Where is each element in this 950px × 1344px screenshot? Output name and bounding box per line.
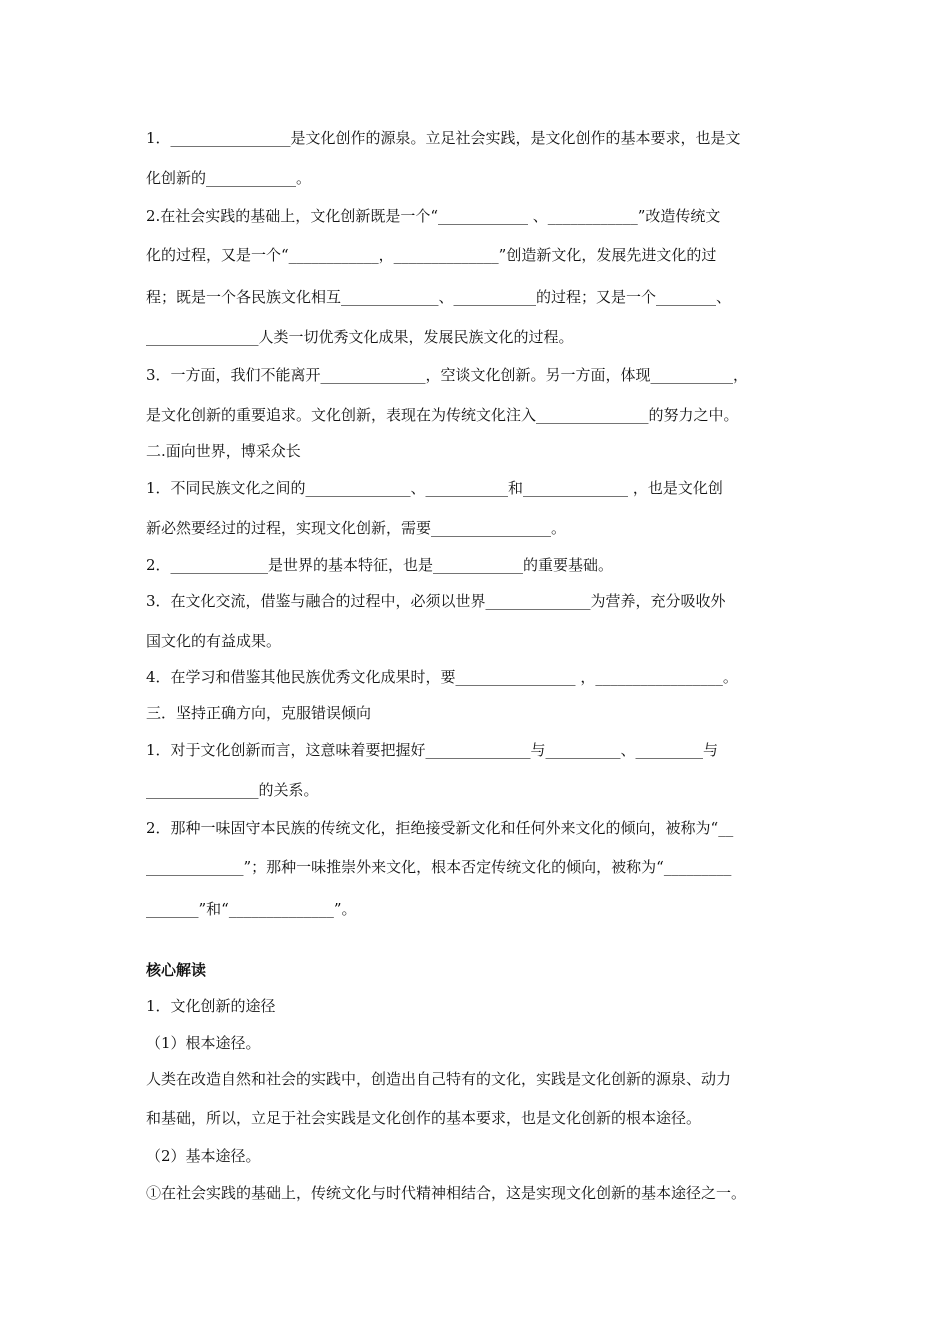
- fill-blank-line: 1．________________是文化创作的源泉。立足社会实践，是文化创作的基本要求，也是文: [146, 129, 741, 147]
- fill-blank-line: 2．_____________是世界的基本特征，也是____________的重要基础。: [146, 556, 614, 574]
- fill-blank-line: 2.在社会实践的基础上，文化创新既是一个“____________ 、____________”改造传统文: [146, 207, 721, 225]
- fill-blank-line: 1．对于文化创新而言，这意味着要把握好______________与__________、_________与: [146, 741, 719, 759]
- subheading: （1）根本途径。: [146, 1034, 261, 1052]
- fill-blank-line: 程；既是一个各民族文化相互_____________、___________的过程；又是一个________、: [146, 288, 732, 306]
- paragraph-line: ①在社会实践的基础上，传统文化与时代精神相结合，这是实现文化创新的基本途径之一。: [146, 1184, 747, 1202]
- subheading: 1．文化创新的途径: [146, 997, 276, 1015]
- fill-blank-line: 化创新的____________。: [146, 169, 312, 187]
- fill-blank-line: 4．在学习和借鉴其他民族优秀文化成果时，要________________ ，_________________。: [146, 668, 738, 686]
- core-interpretation-heading: 核心解读: [146, 961, 207, 979]
- fill-blank-line: 新必然要经过的过程，实现文化创新，需要________________。: [146, 519, 567, 537]
- section-heading: 二.面向世界，博采众长: [146, 442, 301, 460]
- fill-blank-line: 化的过程，又是一个“____________，______________”创造新文化，发展先进文化的过: [146, 246, 717, 264]
- subheading: （2）基本途径。: [146, 1147, 261, 1165]
- fill-blank-line: 1．不同民族文化之间的______________、___________和______________ ，也是文化创: [146, 479, 723, 497]
- fill-blank-line: _______”和“______________”。: [146, 900, 357, 918]
- fill-blank-line: _____________”；那种一味推崇外来文化，根本否定传统文化的倾向，被称为“_________: [146, 858, 732, 876]
- fill-blank-line: _______________的关系。: [146, 781, 319, 799]
- fill-blank-line: _______________人类一切优秀文化成果，发展民族文化的过程。: [146, 328, 574, 346]
- fill-blank-line: 国文化的有益成果。: [146, 632, 282, 650]
- fill-blank-line: 3．一方面，我们不能离开______________，空谈文化创新。另一方面，体现___________，: [146, 366, 749, 384]
- fill-blank-line: 2．那种一味固守本民族的传统文化，拒绝接受新文化和任何外来文化的倾向，被称为“__: [146, 819, 734, 837]
- paragraph-line: 和基础，所以，立足于社会实践是文化创作的基本要求，也是文化创新的根本途径。: [146, 1109, 702, 1127]
- fill-blank-line: 3．在文化交流，借鉴与融合的过程中，必须以世界______________为营养，充分吸收外: [146, 592, 726, 610]
- section-heading: 三．坚持正确方向，克服错误倾向: [146, 704, 372, 722]
- fill-blank-line: 是文化创新的重要追求。文化创新，表现在为传统文化注入_______________的努力之中。: [146, 406, 739, 424]
- paragraph-line: 人类在改造自然和社会的实践中，创造出自己特有的文化，实践是文化创新的源泉、动力: [146, 1070, 732, 1088]
